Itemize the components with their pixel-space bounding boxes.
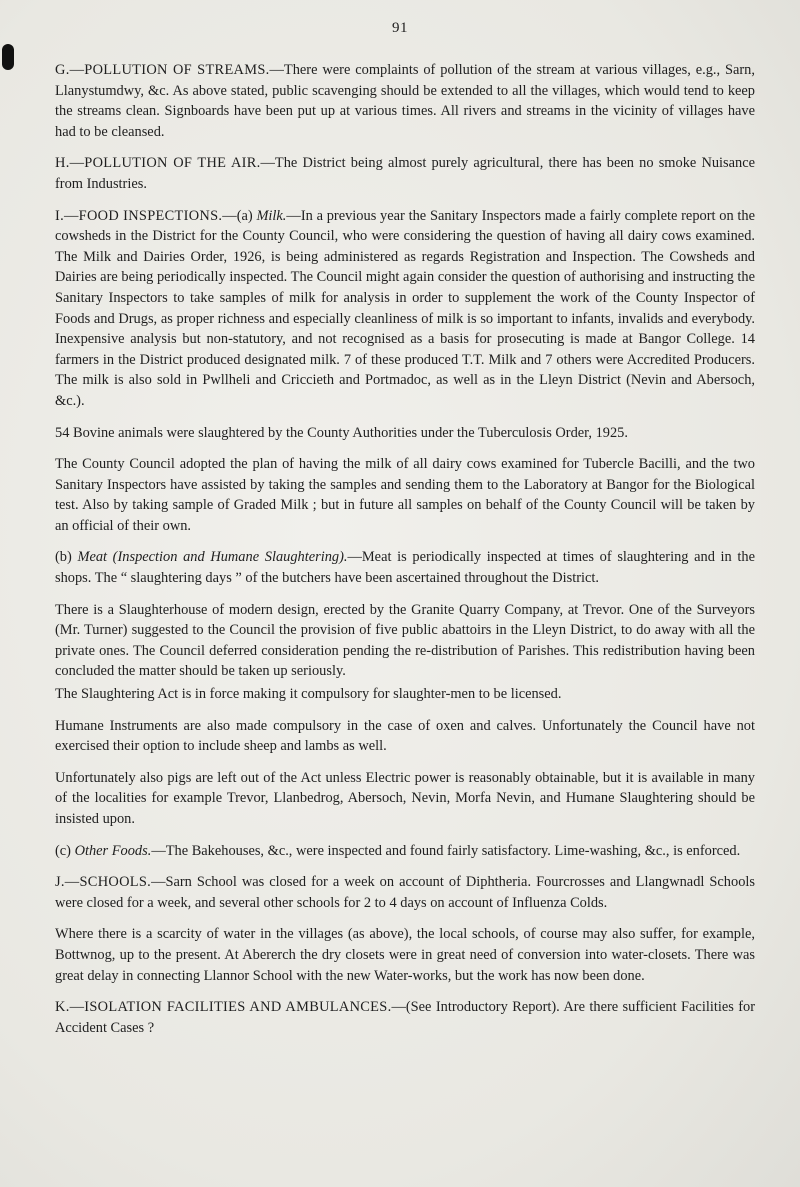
- section-i-heading: I.—FOOD INSPECTIONS.: [55, 207, 223, 224]
- section-i-sub-b-label: (b): [55, 549, 78, 566]
- section-i-milk-paragraph: [55, 206, 755, 412]
- section-g-text: —There were complaints of pollution of the stream at various villages, e.g., Sarn, Llanystumdwy, &c. As above stated, public scavenging should be extended to all the villages, which would tend to keep the streams clean. Signboards have been put up at various times. All rivers and streams in the vicinity of villages have had to be cleansed.: [55, 62, 755, 140]
- section-i-sub-c-text: —The Bakehouses, &c., were inspected and found fairly satisfactory. Lime-washing, &c., is enforced.: [151, 842, 741, 859]
- section-i-sub-a-label: —(a): [222, 207, 257, 224]
- section-i-sub-b-text: —Meat is periodically inspected at times of slaughtering and in the shops. The “ slaughtering days ” of the butchers have been ascertained throughout the District.: [55, 549, 755, 587]
- section-i-other-foods-paragraph: [55, 841, 755, 862]
- section-g-paragraph: [55, 60, 755, 142]
- binding-hole-mark: [2, 44, 14, 70]
- section-j-heading: J.—SCHOOLS.: [55, 874, 152, 891]
- section-i-sub-a-title: Milk.: [256, 207, 287, 224]
- slaughtering-act-paragraph: The Slaughtering Act is in force making it compulsory for slaughter-men to be licensed.: [55, 686, 562, 703]
- section-i-sub-b-title: Meat (Inspection and Humane Slaughtering).: [77, 549, 348, 566]
- section-h-paragraph: [55, 153, 755, 194]
- section-i-sub-c-title: Other Foods.: [74, 842, 152, 859]
- tubercle-paragraph: The County Council adopted the plan of having the milk of all dairy cows examined for Tubercle Bacilli, and the two Sanitary Inspectors have assisted by taking the samples and sending them to the Laboratory at Bangor for the Biological test. Also by taking sample of Graded Milk ; but in future all samples on behalf of the County Council will be taken by an official of their own.: [55, 456, 755, 534]
- water-scarcity-paragraph: Where there is a scarcity of water in the villages (as above), the local schools, of course may also suffer, for example, Bottwnog, up to the present. At Abererch the dry closets were in great need of conversion into water-closets. There was great delay in connecting Llannor School with the new Water-works, but the work has now been done.: [55, 926, 755, 984]
- page-number: 91: [392, 20, 408, 36]
- section-i-sub-a-text: —In a previous year the Sanitary Inspectors made a fairly complete report on the cowsheds in the District for the County Council, who were considering the question of having all dairy cows examined. The Milk and Dairies Order, 1926, is being administered as regards Registration and Inspection. The Cowsheds and Dairies are being periodically inspected. The Council might again consider the question of authorising and instructing the Sanitary Inspectors to take samples of milk for analysis in order to supplement the work of the County Inspector of Foods and Drugs, as proper richness and especially cleanliness of milk is so important to infants, invalids and everybody. Inexpensive analysis but non-statutory, and not recognised as a basis for prosecuting is made at Bangor College. 14 farmers in the District produced designated milk. 7 of these produced T.T. Milk and 7 others were Accredited Producers. The milk is also sold in Pwllheli and Criccieth and Portmadoc, as well as in the Lleyn District (Nevin and Abersoch, &c.).: [55, 207, 756, 409]
- bovine-paragraph: 54 Bovine animals were slaughtered by the County Authorities under the Tuberculosis Order, 1925.: [55, 424, 628, 441]
- section-k-text: —(See Introductory Report). Are there sufficient Facilities for Accident Cases ?: [55, 999, 755, 1036]
- slaughterhouse-paragraph: There is a Slaughterhouse of modern design, erected by the Granite Quarry Company, at Trevor. One of the Surveyors (Mr. Turner) suggested to the Council the provision of five public abattoirs in the Lleyn District, to do away with all the private ones. The Council deferred consideration pending the re-distribution of Parishes. This redistribution having been concluded the matter should be taken up seriously.: [55, 601, 755, 680]
- section-k-heading: K.—ISOLATION FACILITIES AND AMBULANCES.: [55, 999, 392, 1016]
- section-i-sub-c-label: (c): [55, 842, 75, 859]
- humane-instruments-paragraph: Humane Instruments are also made compulsory in the case of oxen and calves. Unfortunately the Council have not exercised their option to include sheep and lambs as well.: [55, 717, 755, 755]
- section-i-meat-paragraph: [55, 547, 755, 588]
- section-j-text: —Sarn School was closed for a week on account of Diphtheria. Fourcrosses and Llangwnadl Schools were closed for a week, and several other schools for 2 to 4 days on account of Influenza Colds.: [55, 874, 755, 911]
- section-g-heading: G.—POLLUTION OF STREAMS.: [55, 62, 270, 78]
- section-k-paragraph: [55, 997, 755, 1038]
- section-h-heading: H.—POLLUTION OF THE AIR.: [55, 155, 261, 172]
- document-body: [55, 60, 755, 1049]
- section-j-paragraph: [55, 872, 755, 913]
- section-h-text: —The District being almost purely agricultural, there has been no smoke Nuisance from Industries.: [55, 155, 755, 192]
- pigs-paragraph: Unfortunately also pigs are left out of the Act unless Electric power is reasonably obtainable, but it is available in many of the localities for example Trevor, Llanbedrog, Abersoch, Nevin, Morfa Nevin, and Humane Slaughtering should be insisted upon.: [55, 769, 755, 827]
